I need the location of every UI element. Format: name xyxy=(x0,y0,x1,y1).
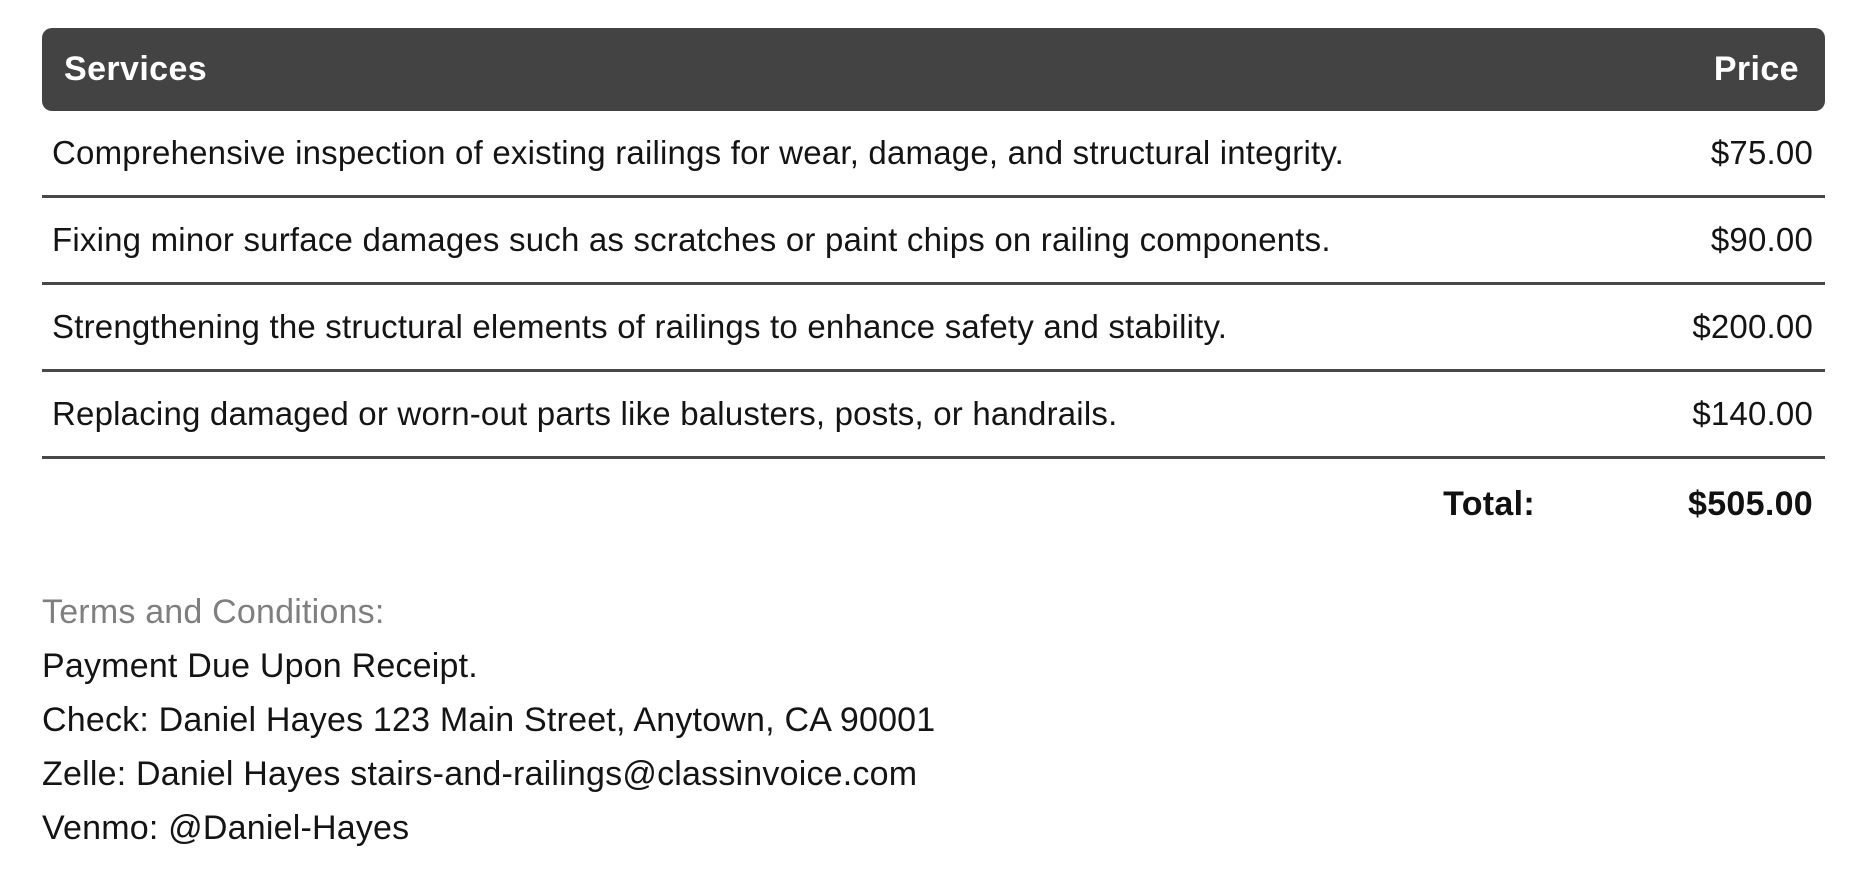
services-column-header: Services xyxy=(64,50,208,88)
service-description-cell: Fixing minor surface damages such as scratches or paint chips on railing components. xyxy=(52,221,1331,258)
total-label: Total: xyxy=(1443,484,1535,523)
service-description-cell: Strengthening the structural elements of railings to enhance safety and stability. xyxy=(52,308,1228,345)
services-table xyxy=(42,28,1825,549)
terms-line-payment-due: Payment Due Upon Receipt. xyxy=(42,647,478,685)
terms-heading: Terms and Conditions: xyxy=(42,593,385,631)
table-row xyxy=(42,285,1825,372)
service-description-cell: Replacing damaged or worn-out parts like balusters, posts, or handrails. xyxy=(52,395,1118,432)
terms-line-venmo: Venmo: @Daniel-Hayes xyxy=(42,809,410,847)
service-price-cell: $140.00 xyxy=(1692,395,1813,432)
service-price-cell: $75.00 xyxy=(1710,134,1813,171)
table-row xyxy=(42,372,1825,459)
service-price-cell: $200.00 xyxy=(1692,308,1813,345)
table-row xyxy=(42,111,1825,198)
table-header-row xyxy=(42,28,1825,111)
total-row xyxy=(42,459,1825,549)
terms-line-zelle: Zelle: Daniel Hayes stairs-and-railings@classinvoice.com xyxy=(42,755,918,793)
terms-section xyxy=(42,585,1825,855)
total-value: $505.00 xyxy=(1687,484,1813,523)
service-description-cell: Comprehensive inspection of existing railings for wear, damage, and structural integrity. xyxy=(52,134,1344,171)
table-row xyxy=(42,198,1825,285)
price-column-header: Price xyxy=(1713,50,1799,88)
service-price-cell: $90.00 xyxy=(1710,221,1813,258)
terms-line-check: Check: Daniel Hayes 123 Main Street, Anytown, CA 90001 xyxy=(42,701,936,739)
